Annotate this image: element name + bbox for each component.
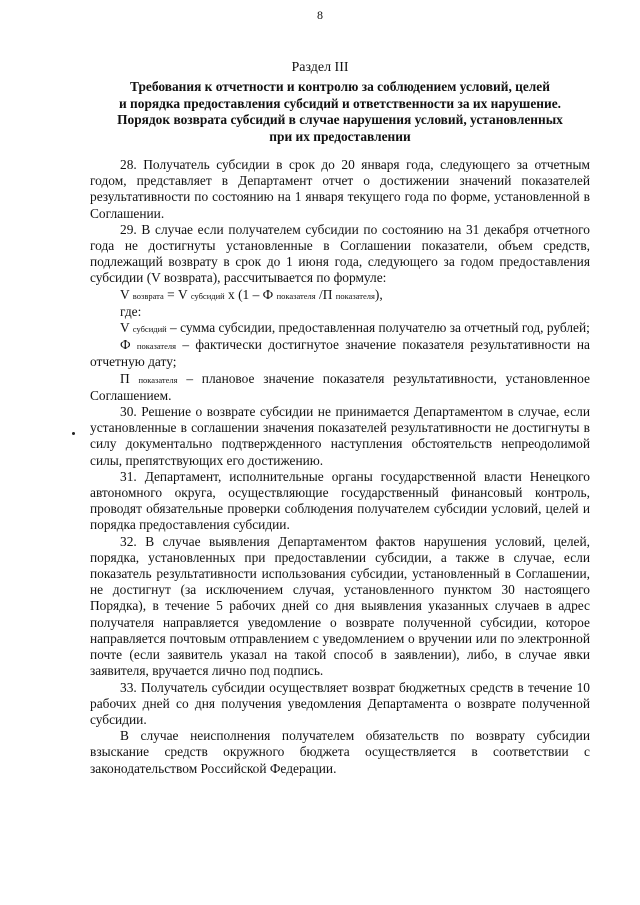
section-title: Раздел III xyxy=(291,60,349,75)
section-heading xyxy=(90,79,590,145)
definition-p xyxy=(90,371,590,404)
definition-v xyxy=(90,320,590,337)
formula-mid: x (1 – Ф xyxy=(224,286,277,302)
formula-v: V xyxy=(120,286,130,302)
heading-line: при их предоставлении xyxy=(269,128,411,144)
formula xyxy=(90,287,590,304)
paragraph-28: 28. Получатель субсидии в срок до 20 января года, следующего за отчетным годом, представляет в Департамент отчет о достижении значений показателей результативности по состоянию на 1 января текущего года по форме, установленной в Соглашении. xyxy=(90,157,590,221)
def-v-text: – сумма субсидии, предоставленная получателю за отчетный год, рублей; xyxy=(166,320,590,336)
heading-line: Порядок возврата субсидий в случае нарушения условий, установленных xyxy=(117,112,563,128)
def-f-text: – фактически достигнутое значение показателя результативности на отчетную дату; xyxy=(90,337,590,370)
def-p-symbol: П xyxy=(120,370,130,386)
def-f-sub: показателя xyxy=(136,341,177,352)
paragraph-30: 30. Решение о возврате субсидии не принимается Департаментом в случае, если установленные в соглашении значения показателей результативности не достигнуты в силу документально подтвержденного наступления обстоятельств непреодолимой силы, препятствующих его достижению. xyxy=(90,404,590,468)
def-p-sub: показателя xyxy=(138,374,178,385)
formula-sub-return: возврата xyxy=(132,290,164,301)
paragraph-33: 33. Получатель субсидии осуществляет возврат бюджетных средств в течение 10 рабочих дней со дня получения уведомления Департамента о возврате полученной субсидии. xyxy=(90,679,590,727)
paragraph-32: 32. В случае выявления Департаментом фактов нарушения условий, целей, порядка, установленных при предоставлении субсидии, а также в случае, если показатель результативности использования субсидии, установленный в Соглашении, не достигнут (за исключением случая, установленного пунктом 30 настоящего Порядка), в течение 5 рабочих дней со дня выявления указанных случаев в адрес получателя направляется уведомление о возврате полученной субсидии, которое направляется почтовым отправлением с уведомлением о вручении или по электронной почте (если заявитель указал на такой способ в заявлении), либо, в случае явки заявителя, вручается лично под подпись. xyxy=(90,533,590,679)
formula-sub-indicator: показателя xyxy=(276,290,316,301)
page-number: 8 xyxy=(317,8,323,22)
paragraph-31: 31. Департамент, исполнительные органы государственной власти Ненецкого автономного округа, осуществляющие государственный финансовый контроль, проводят обязательные проверки соблюдения получателем субсидии условий, целей и порядка предоставления субсидии. xyxy=(90,468,590,533)
formula-eq: = V xyxy=(163,286,191,302)
formula-slash: /П xyxy=(315,286,336,302)
heading-line: Требования к отчетности и контролю за соблюдением условий, целей xyxy=(130,79,550,94)
def-v-symbol: V xyxy=(120,320,130,336)
paragraph-29: 29. В случае если получателем субсидии по состоянию на 31 декабря отчетного года не достигнуты установленные в Соглашении показатели, объем средств, подлежащий возврату в срок до 1 июня года, следующего за годом предоставления субсидии (V возврата), рассчитывается по формуле: xyxy=(90,221,590,286)
formula-sub-subsidy: субсидий xyxy=(190,290,225,301)
where-label: где: xyxy=(120,303,142,319)
paragraph-34: В случае неисполнения получателем обязательств по возврату субсидии взыскание средств окружного бюджета осуществляется в соответствии с законодательством Российской Федерации. xyxy=(90,728,590,776)
def-p-text: – плановое значение показателя результативности, установленное Соглашением. xyxy=(90,370,590,403)
formula-end: ), xyxy=(374,286,383,302)
margin-dot xyxy=(72,432,75,435)
heading-line: и порядка предоставления субсидий и ответственности за их нарушение. xyxy=(118,95,561,111)
definition-f xyxy=(90,337,590,370)
def-f-symbol: Ф xyxy=(120,337,131,353)
def-v-sub: субсидий xyxy=(132,324,167,335)
formula-sub-indicator2: показателя xyxy=(335,290,375,301)
document-body xyxy=(90,157,590,777)
